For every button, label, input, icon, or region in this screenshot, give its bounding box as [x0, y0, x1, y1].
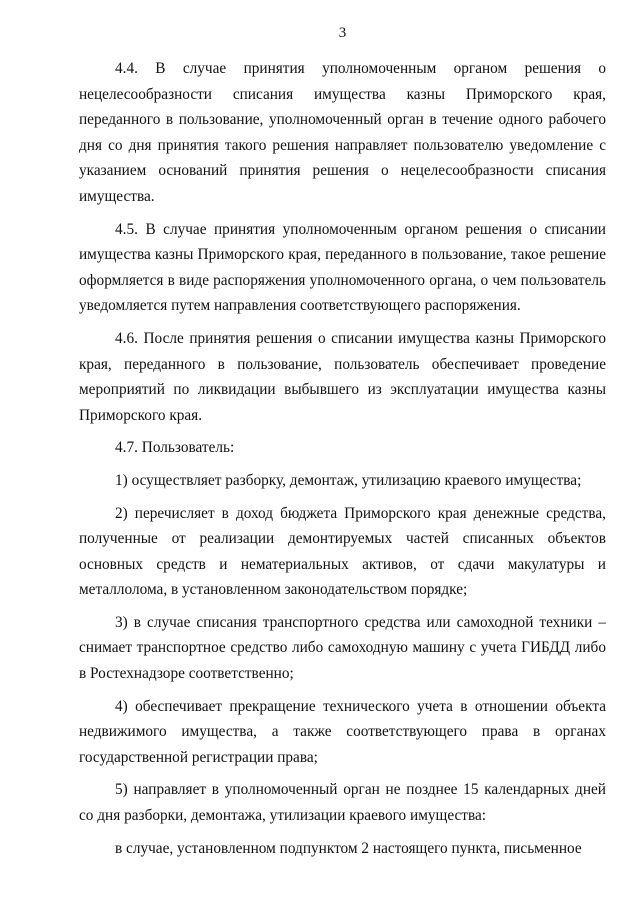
paragraph-4-7: 4.7. Пользователь:: [115, 439, 235, 457]
sub-item-paragraph: в случае, установленном подпунктом 2 настоящего пункта, письменное: [115, 839, 582, 857]
list-item-4: 4) обеспечивает прекращение технического учета в отношении объекта недвижимого имущества, а также соответствующего права в органах государственной регистрации права;: [79, 697, 606, 766]
list-item-5: 5) направляет в уполномоченный орган не позднее 15 календарных дней со дня разборки, демонтажа, утилизации краевого имущества:: [79, 781, 606, 825]
paragraph-4-6: 4.6. После принятия решения о списании имущества казны Приморского края, переданного в пользование, пользователь обеспечивает проведение мероприятий по ликвидации выбывшего из эксплуатации имущества казны Приморского края.: [79, 329, 606, 424]
paragraph-4-4: 4.4. В случае принятия уполномоченным органом решения о нецелесообразности списания имущества казны Приморского края, переданного в пользование, уполномоченный орган в течение одного рабочего дня со дня принятия такого решения направляет пользователю уведомление с указанием оснований принятия решения о нецелесообразности списания имущества.: [79, 60, 606, 205]
paragraph-4-5: 4.5. В случае принятия уполномоченным органом решения о списании имущества казны Приморского края, переданного в пользование, такое решение оформляется в виде распоряжения уполномоченного органа, о чем пользователь уведомляется путем направления соответствующего распоряжения.: [79, 220, 606, 315]
list-item-2: 2) перечисляет в доход бюджета Приморского края денежные средства, полученные от реализации демонтируемых частей списанных объектов основных средств и нематериальных активов, от сдачи макулатуры и металлолома, в установленном законодательством порядке;: [79, 504, 606, 599]
page-number: 3: [338, 25, 347, 41]
list-item-3: 3) в случае списания транспортного средства или самоходной техники – снимает транспортное средство либо самоходную машину с учета ГИБДД либо в Ростехнадзоре соответственно;: [79, 613, 606, 683]
list-item-1: 1) осуществляет разборку, демонтаж, утилизацию краевого имущества;: [115, 471, 582, 489]
